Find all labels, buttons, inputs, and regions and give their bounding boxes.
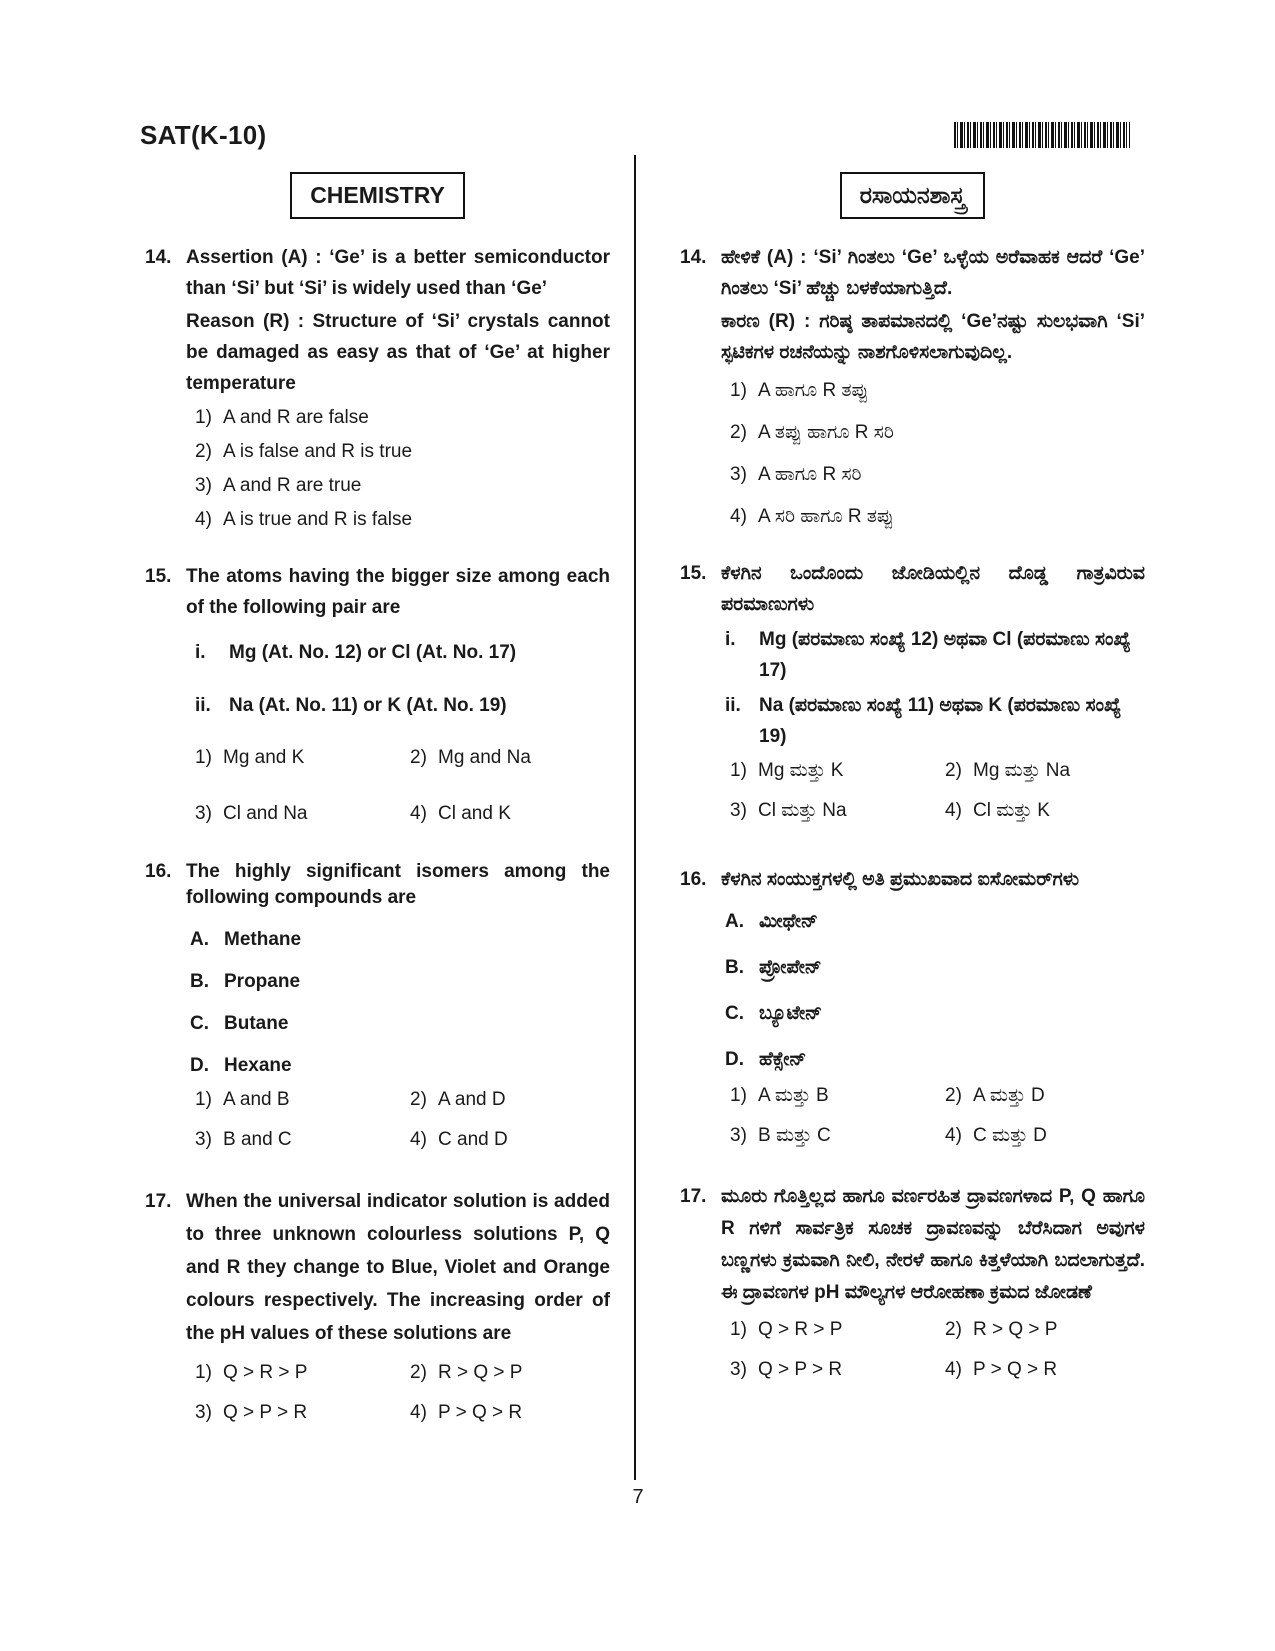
option-text: Mg and Na bbox=[438, 747, 531, 768]
option-text: Q > R > P bbox=[223, 1362, 308, 1383]
question-text: ಕೆಳಗಿನ ಸಂಯುಕ್ತಗಳಲ್ಲಿ ಅತಿ ಪ್ರಮುಖವಾದ ಐಸೋಮರ್‌ಗಳು bbox=[721, 869, 1080, 890]
question-number: 14. bbox=[680, 247, 707, 268]
compound-label: A. bbox=[190, 929, 209, 950]
option-text: A ಮತ್ತು B bbox=[758, 1085, 829, 1106]
reason-text: ಕಾರಣ (R) : ಗರಿಷ್ಠ ತಾಪಮಾನದಲ್ಲಿ ‘Ge’ನಷ್ಟು ಸುಲಭವಾಗಿ ‘Si’ ಸ್ಫಟಿಕಗಳ ರಚನೆಯನ್ನು ನಾಶಗೊಳಿಸಲಾಗುವುದಿಲ್ಲ. bbox=[721, 311, 1145, 363]
question-text: The atoms having the bigger size among each of the following pair are bbox=[186, 566, 610, 618]
page-number: 7 bbox=[632, 1486, 644, 1508]
option-number: 1) bbox=[730, 1085, 747, 1106]
question-number: 17. bbox=[680, 1186, 707, 1207]
option-3[interactable] bbox=[730, 1355, 945, 1385]
option-number: 1) bbox=[195, 1362, 212, 1383]
options-grid bbox=[730, 756, 1145, 830]
compound-item bbox=[190, 925, 610, 955]
compound-label: C. bbox=[725, 1003, 744, 1024]
assertion-text: ಹೇಳಿಕೆ (A) : ‘Si’ ಗಿಂತಲು ‘Ge’ ಒಳ್ಳೆಯ ಅರೆವಾಹಕ ಆದರೆ ‘Ge’ ಗಿಂತಲು ‘Si’ ಹೆಚ್ಚು ಬಳಕೆಯಾಗುತ್ತಿದೆ. bbox=[721, 247, 1145, 299]
options-grid bbox=[195, 1358, 610, 1432]
option-1[interactable] bbox=[730, 756, 945, 786]
options-grid bbox=[730, 1081, 1145, 1155]
compound-name: ಬ್ಯೂಟೇನ್ bbox=[759, 1003, 823, 1024]
option-3[interactable] bbox=[195, 1398, 410, 1428]
pair-label: ii. bbox=[195, 695, 211, 716]
option-text: A and B bbox=[223, 1089, 290, 1110]
question-15-kannada bbox=[680, 558, 1145, 830]
reason-text: Reason (R) : Structure of ‘Si’ crystals cannot be damaged as easy as that of ‘Ge’ at higher temperature bbox=[186, 311, 610, 394]
option-number: 2) bbox=[410, 1362, 427, 1383]
assertion-text: Assertion (A) : ‘Ge’ is a better semiconductor than ‘Si’ but ‘Si’ is widely used than ‘Ge’ bbox=[186, 247, 610, 299]
option-number: 2) bbox=[945, 760, 962, 781]
option-text: A and R are false bbox=[223, 407, 369, 428]
option-3[interactable] bbox=[730, 796, 945, 826]
question-number: 16. bbox=[145, 861, 172, 882]
option-text: A ಸರಿ ಹಾಗೂ R ತಪ್ಪು bbox=[758, 506, 894, 527]
option-1[interactable] bbox=[195, 1358, 410, 1388]
option-number: 4) bbox=[945, 1125, 962, 1146]
compound-label: D. bbox=[190, 1055, 209, 1076]
option-text: B and C bbox=[223, 1129, 292, 1150]
option-2[interactable] bbox=[945, 756, 1160, 786]
option-number: 2) bbox=[410, 1089, 427, 1110]
option-2[interactable] bbox=[410, 1085, 625, 1115]
option-number: 1) bbox=[730, 1319, 747, 1340]
pair-label: ii. bbox=[725, 695, 741, 716]
compound-label: B. bbox=[190, 971, 209, 992]
option-4[interactable] bbox=[410, 1398, 625, 1428]
option-text: Cl and Na bbox=[223, 803, 308, 824]
option-4[interactable] bbox=[945, 796, 1160, 826]
option-2[interactable] bbox=[945, 1315, 1160, 1345]
option-text: A and D bbox=[438, 1089, 506, 1110]
compound-label: B. bbox=[725, 957, 744, 978]
option-number: 3) bbox=[195, 803, 212, 824]
option-text: Mg ಮತ್ತು K bbox=[758, 760, 844, 781]
option-number: 1) bbox=[730, 380, 747, 401]
option-1[interactable] bbox=[195, 1085, 410, 1115]
compound-name: Methane bbox=[224, 929, 302, 950]
option-text: R > Q > P bbox=[438, 1362, 523, 1383]
option-4[interactable] bbox=[945, 1355, 1160, 1385]
question-number: 14. bbox=[145, 247, 172, 268]
pair-item bbox=[725, 624, 1145, 686]
option-text: A ಹಾಗೂ R ತಪ್ಪು bbox=[758, 380, 869, 401]
option-number: 1) bbox=[195, 747, 212, 768]
option-text: A ಮತ್ತು D bbox=[973, 1085, 1045, 1106]
option-number: 1) bbox=[195, 1089, 212, 1110]
question-number: 15. bbox=[145, 566, 172, 587]
question-17 bbox=[145, 1185, 610, 1432]
option-number: 3) bbox=[195, 1402, 212, 1423]
option-number: 4) bbox=[195, 509, 212, 530]
pair-label: i. bbox=[195, 642, 206, 663]
option-number: 3) bbox=[195, 475, 212, 496]
option-text: A is true and R is false bbox=[223, 509, 413, 530]
pair-item bbox=[725, 690, 1145, 752]
pair-text: Na (At. No. 11) or K (At. No. 19) bbox=[229, 695, 507, 716]
option-3[interactable] bbox=[730, 1121, 945, 1151]
compound-label: C. bbox=[190, 1013, 209, 1034]
options-grid bbox=[195, 743, 610, 833]
compound-item bbox=[725, 907, 1145, 937]
barcode bbox=[954, 122, 1130, 148]
question-number: 16. bbox=[680, 869, 707, 890]
compound-item bbox=[725, 953, 1145, 983]
question-14-kannada bbox=[680, 242, 1145, 532]
option-4[interactable] bbox=[730, 502, 1145, 532]
option-text: Q > P > R bbox=[223, 1402, 308, 1423]
pair-item bbox=[195, 690, 610, 721]
option-1[interactable] bbox=[195, 743, 410, 773]
option-1[interactable] bbox=[730, 376, 1145, 406]
question-15 bbox=[145, 561, 610, 833]
option-text: Mg and K bbox=[223, 747, 305, 768]
option-3[interactable] bbox=[195, 1125, 410, 1155]
option-text: B ಮತ್ತು C bbox=[758, 1125, 831, 1146]
option-number: 3) bbox=[730, 1359, 747, 1380]
compound-item bbox=[725, 999, 1145, 1029]
option-number: 2) bbox=[945, 1085, 962, 1106]
option-number: 4) bbox=[410, 803, 427, 824]
option-number: 4) bbox=[945, 800, 962, 821]
question-number: 17. bbox=[145, 1191, 172, 1212]
pair-item bbox=[195, 637, 610, 668]
option-number: 3) bbox=[730, 1125, 747, 1146]
english-column bbox=[145, 172, 610, 1458]
compound-item bbox=[190, 1009, 610, 1039]
pair-text: Na (ಪರಮಾಣು ಸಂಖ್ಯೆ 11) ಅಥವಾ K (ಪರಮಾಣು ಸಂಖ್ಯೆ 19) bbox=[759, 695, 1122, 747]
question-14 bbox=[145, 242, 610, 535]
option-1[interactable] bbox=[195, 403, 610, 433]
option-number: 3) bbox=[730, 464, 747, 485]
compound-name: ಮೀಥೇನ್ bbox=[759, 911, 818, 932]
pair-label: i. bbox=[725, 629, 736, 650]
option-1[interactable] bbox=[730, 1315, 945, 1345]
compound-name: ಹೆಕ್ಸೇನ್ bbox=[759, 1049, 807, 1070]
option-text: Cl ಮತ್ತು K bbox=[973, 800, 1050, 821]
options-list bbox=[730, 376, 1145, 532]
option-number: 4) bbox=[945, 1359, 962, 1380]
option-number: 1) bbox=[730, 760, 747, 781]
option-4[interactable] bbox=[195, 505, 610, 535]
option-number: 2) bbox=[195, 441, 212, 462]
options-grid bbox=[195, 1085, 610, 1159]
exam-code: SAT(K-10) bbox=[140, 120, 267, 150]
compound-name: ಪ್ರೋಪೇನ್ bbox=[759, 957, 822, 978]
question-17-kannada bbox=[680, 1181, 1145, 1389]
option-3[interactable] bbox=[195, 471, 610, 501]
option-number: 2) bbox=[945, 1319, 962, 1340]
option-text: C and D bbox=[438, 1129, 508, 1150]
question-16-kannada bbox=[680, 864, 1145, 1155]
option-2[interactable] bbox=[410, 1358, 625, 1388]
pair-text: Mg (ಪರಮಾಣು ಸಂಖ್ಯೆ 12) ಅಥವಾ Cl (ಪರಮಾಣು ಸಂಖ್ಯೆ 17) bbox=[759, 629, 1131, 681]
option-number: 3) bbox=[195, 1129, 212, 1150]
option-text: P > Q > R bbox=[973, 1359, 1058, 1380]
options-grid bbox=[730, 1315, 1145, 1389]
compound-label: A. bbox=[725, 911, 744, 932]
option-text: A is false and R is true bbox=[223, 441, 413, 462]
option-text: P > Q > R bbox=[438, 1402, 523, 1423]
option-text: C ಮತ್ತು D bbox=[973, 1125, 1047, 1146]
kannada-column bbox=[680, 172, 1145, 1415]
option-text: R > Q > P bbox=[973, 1319, 1058, 1340]
compound-name: Butane bbox=[224, 1013, 289, 1034]
option-text: Mg ಮತ್ತು Na bbox=[973, 760, 1071, 781]
compound-item bbox=[725, 1045, 1145, 1075]
option-2[interactable] bbox=[945, 1081, 1160, 1111]
option-4[interactable] bbox=[410, 1125, 625, 1155]
option-3[interactable] bbox=[730, 460, 1145, 490]
question-text: ಕೆಳಗಿನ ಒಂದೊಂದು ಜೋಡಿಯಲ್ಲಿನ ದೊಡ್ಡ ಗಾತ್ರವಿರುವ ಪರಮಾಣುಗಳು bbox=[721, 563, 1145, 615]
question-text: ಮೂರು ಗೊತ್ತಿಲ್ಲದ ಹಾಗೂ ವರ್ಣರಹಿತ ದ್ರಾವಣಗಳಾದ P, Q ಹಾಗೂ R ಗಳಿಗೆ ಸಾರ್ವತ್ರಿಕ ಸೂಚಕ ದ್ರಾವಣವನ್ನು ಬೆರೆಸಿದಾಗ ಅವುಗಳ ಬಣ್ಣಗಳು ಕ್ರಮವಾಗಿ ನೀಲಿ, ನೇರಳೆ ಹಾಗೂ ಕಿತ್ತಳೆಯಾಗಿ ಬದಲಾಗುತ್ತದೆ. ಈ ದ್ರಾವಣಗಳ pH ಮೌಲ್ಯಗಳ ಆರೋಹಣಾ ಕ್ರಮದ ಜೋಡಣೆ bbox=[721, 1186, 1145, 1303]
option-2[interactable] bbox=[730, 418, 1145, 448]
option-number: 4) bbox=[410, 1402, 427, 1423]
option-4[interactable] bbox=[945, 1121, 1160, 1151]
option-2[interactable] bbox=[195, 437, 610, 467]
option-text: Cl and K bbox=[438, 803, 511, 824]
option-text: A ಹಾಗೂ R ಸರಿ bbox=[758, 464, 862, 485]
column-divider bbox=[634, 155, 636, 1480]
option-text: Cl ಮತ್ತು Na bbox=[758, 800, 847, 821]
question-text: When the universal indicator solution is added to three unknown colourless solutions P, Q and R they change to Blue, Violet and Orange colours respectively. The increasing order of the pH values of these solutions are bbox=[186, 1191, 610, 1344]
pair-text: Mg (At. No. 12) or Cl (At. No. 17) bbox=[229, 642, 517, 663]
option-3[interactable] bbox=[195, 799, 410, 829]
option-1[interactable] bbox=[730, 1081, 945, 1111]
option-text: Q > R > P bbox=[758, 1319, 843, 1340]
section-title-english: CHEMISTRY bbox=[290, 172, 465, 219]
option-number: 2) bbox=[410, 747, 427, 768]
option-number: 2) bbox=[730, 422, 747, 443]
option-4[interactable] bbox=[410, 799, 625, 829]
question-text: The highly significant isomers among the following compounds are bbox=[186, 861, 610, 908]
option-text: Q > P > R bbox=[758, 1359, 843, 1380]
compound-item bbox=[190, 1051, 610, 1081]
option-text: A and R are true bbox=[223, 475, 362, 496]
option-2[interactable] bbox=[410, 743, 625, 773]
compound-name: Hexane bbox=[224, 1055, 292, 1076]
compound-item bbox=[190, 967, 610, 997]
compound-name: Propane bbox=[224, 971, 301, 992]
option-number: 3) bbox=[730, 800, 747, 821]
compound-label: D. bbox=[725, 1049, 744, 1070]
section-title-kannada: ರಸಾಯನಶಾಸ್ತ್ರ bbox=[840, 172, 986, 219]
question-16 bbox=[145, 859, 610, 1159]
option-number: 4) bbox=[410, 1129, 427, 1150]
option-number: 1) bbox=[195, 407, 212, 428]
options-list bbox=[195, 403, 610, 535]
option-number: 4) bbox=[730, 506, 747, 527]
option-text: A ತಪ್ಪು ಹಾಗೂ R ಸರಿ bbox=[758, 422, 894, 443]
question-number: 15. bbox=[680, 563, 707, 584]
